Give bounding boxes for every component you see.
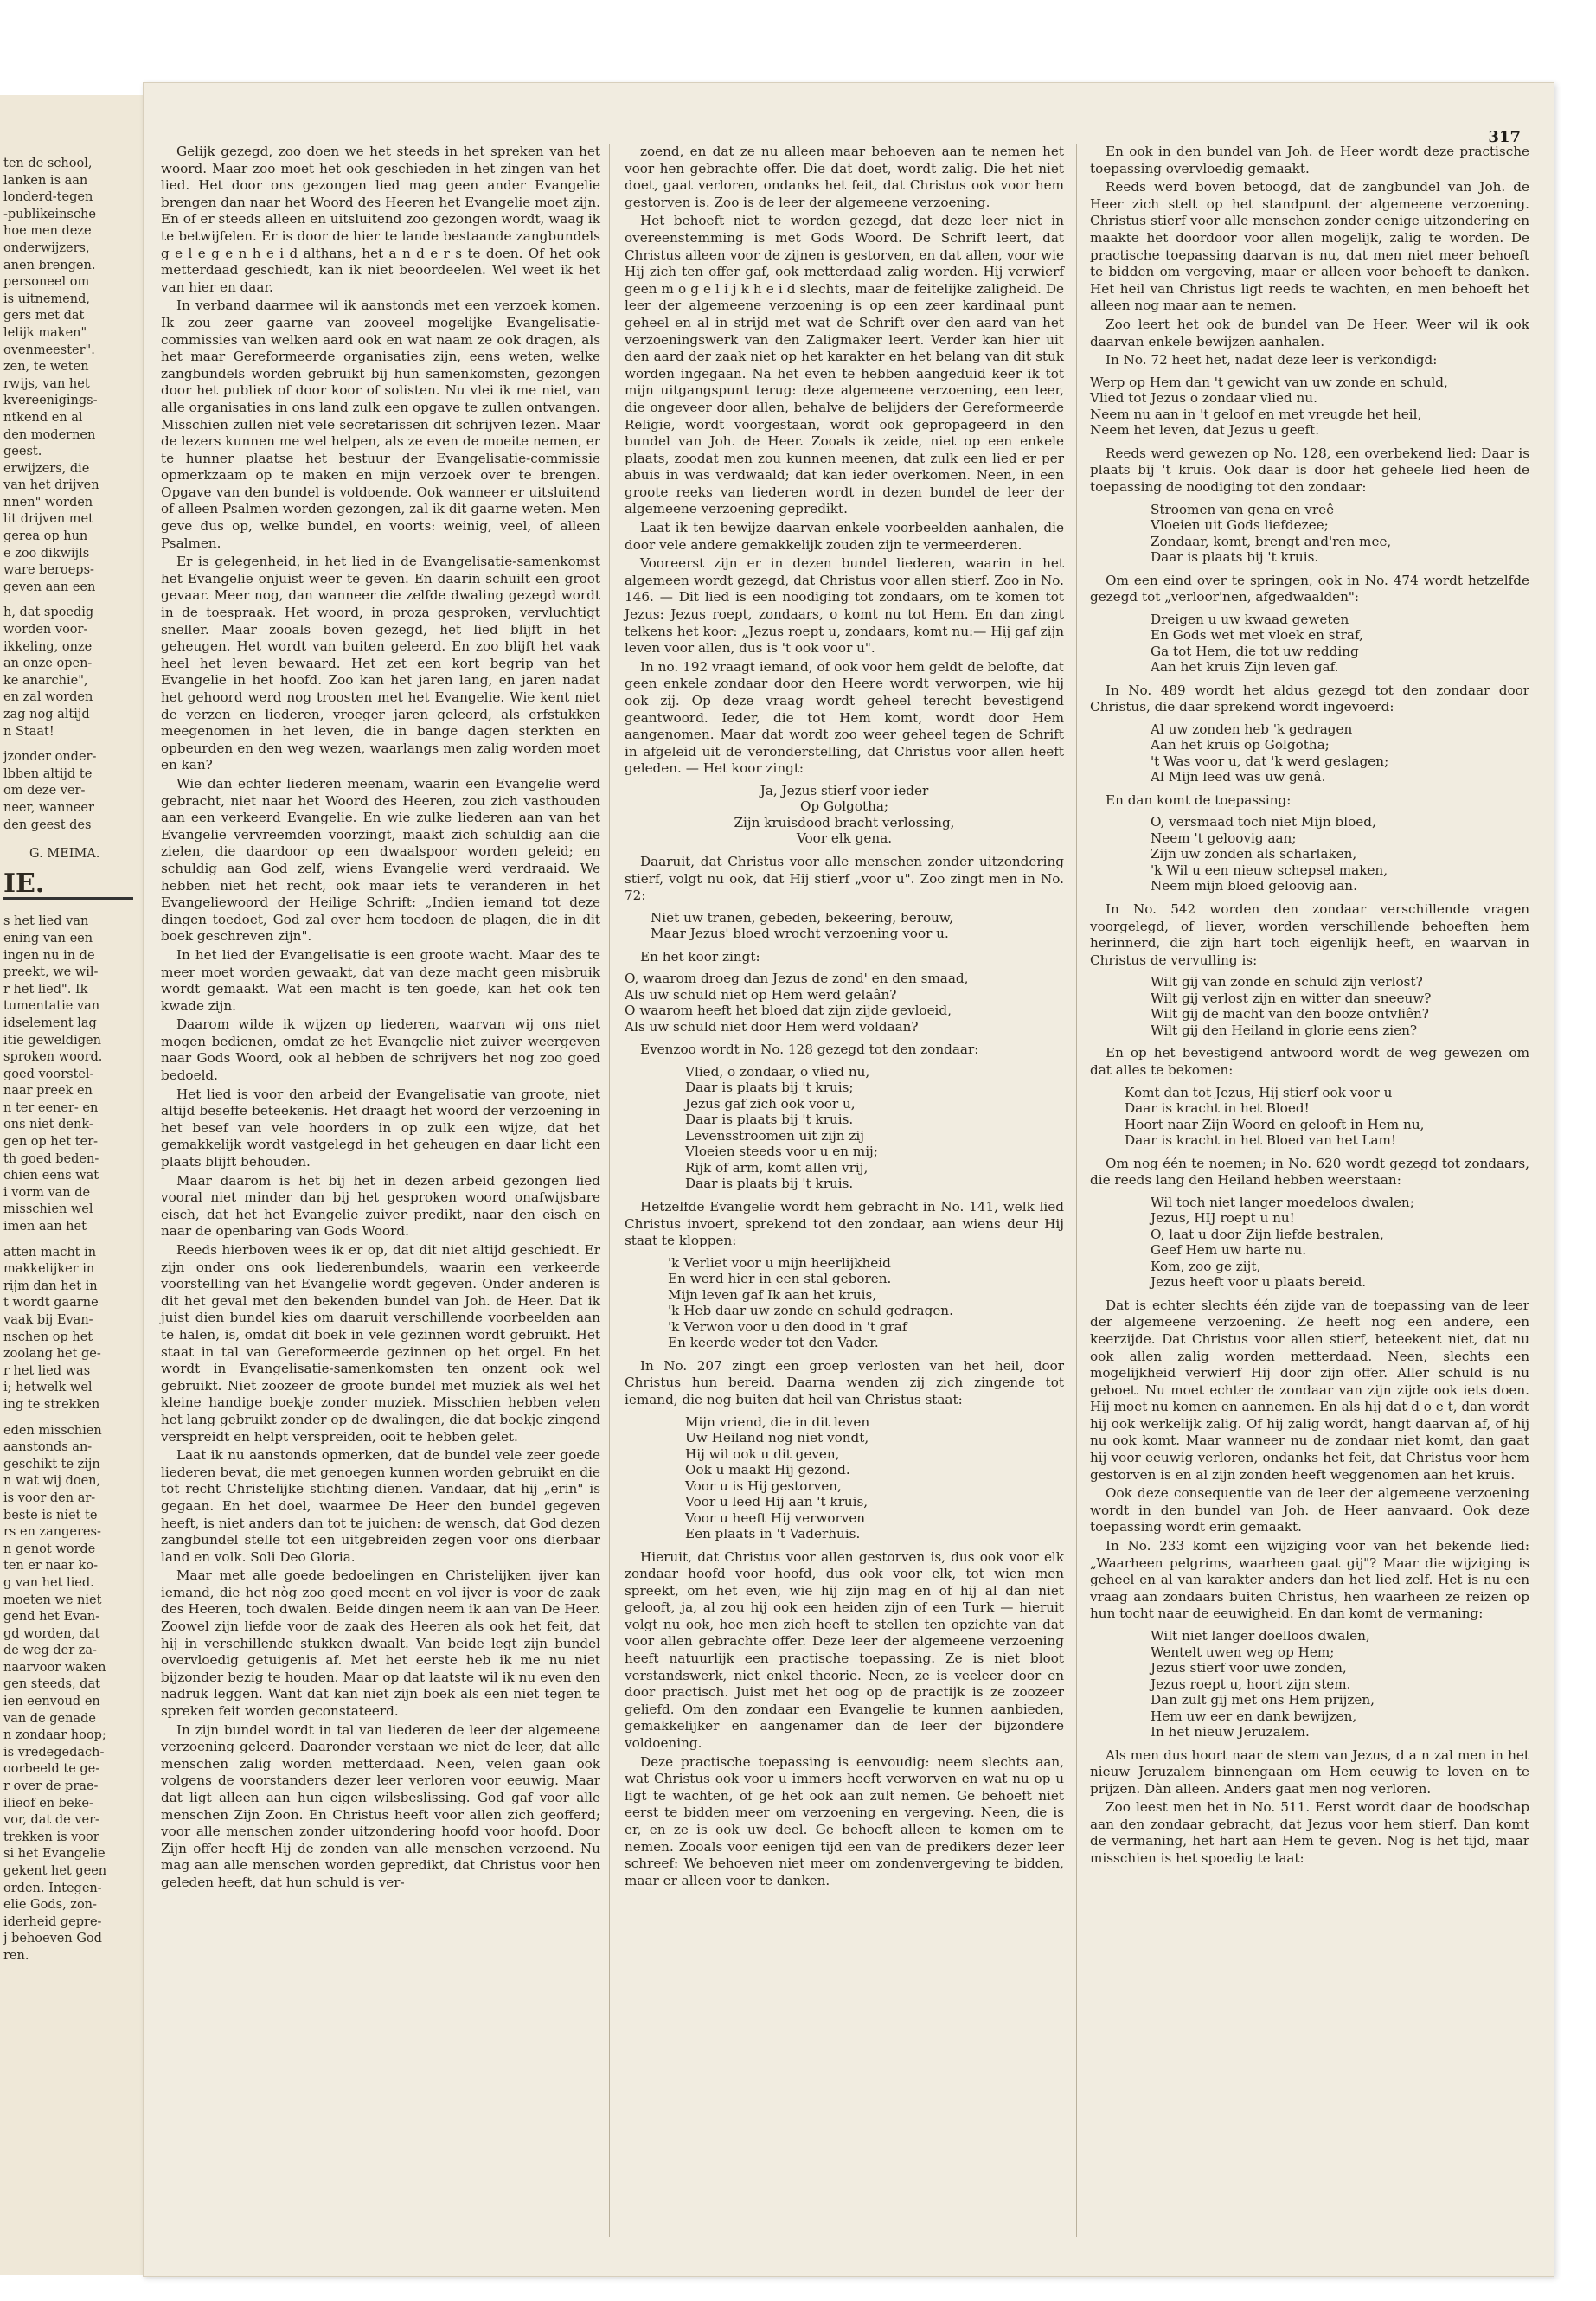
fragment-line: i; hetwelk wel (3, 1381, 93, 1395)
fragment-line: chien eens wat (3, 1169, 99, 1183)
article-column-1 (161, 144, 600, 1894)
fragment-line (3, 1414, 133, 1423)
paragraph: zoend, en dat ze nu alleen maar behoeven aan te nemen het voor hen gebrachte offer. Die dat doet, wordt zalig. Die het niet doet, gaat verloren, ondanks het feit, dat Christus ook voor hem gestorven is. Zoo is de leer der algemeene verzoening. (625, 144, 1064, 210)
fragment-line: ons niet denk- (3, 1118, 93, 1132)
verse-line: Wilt gij den Heiland in glorie eens zien? (1151, 1022, 1418, 1038)
fragment-line: ware beroeps- (3, 563, 94, 578)
verse-line: En Gods wet met vloek en straf, (1151, 627, 1363, 644)
fragment-line: moeten we niet (3, 1593, 102, 1607)
fragment-line: vaak bij Evan- (3, 1313, 93, 1327)
verse-line: Een plaats in 't Vaderhuis. (685, 1526, 861, 1541)
verse-line: Dreigen u uw kwaad geweten (1151, 611, 1349, 627)
paragraph: In No. 233 komt een wijziging voor van het bekende lied: „Waarheen pelgrims, waarheen gaat gij"? Maar die wijziging is geheel en al van karakter anders dan het lied zelf. Het is nu een vraag aan zondaars buiten Christus, hen waarheen ze reizen op hun tocht naar de eeuwigheid. En dan komt de vermaning: (1090, 1538, 1529, 1622)
verse-line: O, laat u door Zijn liefde bestralen, (1151, 1226, 1384, 1242)
verse-line: Voor u is Hij gestorven, (685, 1477, 842, 1494)
hymn-verse (625, 1064, 1064, 1192)
paragraph: Maar met alle goede bedoelingen en Christelijken ijver kan iemand, die het nòg zoo goed meent en vol ijver is voor de zaak des Heeren, toch dwalen. Beide dingen neem ik aan van De Heer. Zoowel zijn liefde voor de zaak des Heeren als ook het feit, dat hij in verschillende stukken dwaalt. Van beide legt zijn bundel overvloedig getuigenis af. Met het eerste heb ik me nu niet bijzonder bezig te houden. Maar op dat laatste wil ik nu even den nadruk leggen. Want dat kan niet zijn boek als een niet tegen te spreken feit worden geconstateerd. (161, 1567, 600, 1720)
hymn-verse (1090, 974, 1529, 1038)
verse-line: 'k Heb daar uw zonde en schuld gedragen. (668, 1303, 953, 1319)
paragraph: Laat ik ten bewijze daarvan enkele voorbeelden aanhalen, die door vele andere gemakkelijk zouden zijn te vermeerderen. (625, 520, 1064, 553)
fragment-line: gd worden, dat (3, 1626, 100, 1641)
verse-line: Voor elk gena. (796, 830, 893, 847)
verse-line: Zijn kruisdood bracht verlossing, (734, 814, 955, 830)
paragraph: Reeds werd gewezen op No. 128, een overbekend lied: Daar is plaats bij 't kruis. Ook daar is door het geheele lied heen de toepassing de noodiging tot den zondaar: (1090, 445, 1529, 495)
verse-line: En keerde weder tot den Vader. (668, 1335, 879, 1351)
fragment-line: r over de prae- (3, 1779, 99, 1794)
verse-line: Vlied, o zondaar, o vlied nu, (685, 1063, 870, 1080)
fragment-line: ke anarchie", (3, 673, 88, 688)
verse-line: Jezus heeft voor u plaats bereid. (1151, 1274, 1367, 1291)
paragraph: In verband daarmee wil ik aanstonds met een verzoek komen. Ik zou zeer gaarne van zooveel mogelijke Evangelisatie-commissies van welken aard ook en wat naam ze ook dragen, als het maar Gereformeerde organisaties zijn, eens weten, welke zangbundels worden gebruikt bij hun samenkomsten, gezongen door het publiek of door koor of solisten. Nu vlei ik me niet, van alle organisaties in ons land zulk een opgave te zullen ontvangen. Misschien zullen niet vele secretarissen dit schrijven lezen. Maar de lezers kunnen me wel helpen, als ze even de moeite nemen, er te hunner plaatse het bestuur der Evangelisatie-commissie opmerkzaam op te maken en mijn verzoek over te brengen. Opgave van den bundel is voldoende. Ook wanneer er uitsluitend of alleen Psalmen worden gezongen, zal ik dit gaarne weten. Men geve dus op, welke bundel, en voorts: weinig, veel, of alleen Psalmen. (161, 298, 600, 551)
fragment-line: orden. Integen- (3, 1881, 102, 1895)
fragment-line: is uitnemend, (3, 292, 90, 306)
fragment-line: idselement lag (3, 1016, 97, 1030)
fragment-line: naar preek en (3, 1084, 93, 1099)
fragment-line: j behoeven God (3, 1932, 102, 1946)
fragment-line: misschien wel (3, 1202, 93, 1217)
paragraph: Om een eind over te springen, ook in No. 474 wordt hetzelfde gezegd tot „verloor'nen, afgedwaalden": (1090, 572, 1529, 606)
fragment-line: ingen nu in de (3, 948, 95, 963)
verse-line: Wilt gij verlost zijn en witter dan sneeuw? (1151, 990, 1432, 1006)
verse-line: Wilt gij de macht van den booze ontvliên? (1151, 1006, 1429, 1022)
paragraph: Laat ik nu aanstonds opmerken, dat de bundel vele zeer goede liederen bevat, die met genoegen kunnen worden gebruikt en die tot recht Christelijke stichting dienen. Vandaar, dat hij „erin" is gegaan. En het doel, waarmee De Heer den bundel gegeven heeft, is niet anders dan tot te juichen: de wensch, dat God dezen zangbundel stelle tot een uitgebreiden zegen voor ons dierbaar land en volk. Soli Deo Gloria. (161, 1447, 600, 1565)
fragment-line: jzonder onder- (3, 750, 97, 765)
fragment-line: gen steeds, dat (3, 1677, 100, 1692)
fragment-line: den geest des (3, 817, 92, 832)
hymn-verse (625, 1255, 1064, 1351)
fragment-line: nnen" worden (3, 495, 93, 510)
verse-line: Neem mijn bloed geloovig aan. (1151, 878, 1357, 894)
paragraph: Vooreerst zijn er in dezen bundel liederen, waarin in het algemeen wordt gezegd, dat Christus voor allen stierf. Zoo in No. 146. — Dit lied is een noodiging tot zondaars, om te komen tot Jezus: Jezus roept, zondaars, o komt nu tot Hem. En dan zingt telkens het koor: „Jezus roept u, zondaars, komt nu:— Hij gaf zijn leven voor allen, dus is 't ook voor u". (625, 555, 1064, 657)
fragment-line: e zoo dikwijls (3, 546, 90, 561)
hymn-verse (1090, 1628, 1529, 1740)
verse-line: Als uw schuld niet op Hem werd gelaân? (625, 986, 897, 1003)
fragment-lines-top (3, 156, 133, 834)
fragment-lines-bottom (3, 913, 133, 1965)
verse-line: Ga tot Hem, die tot uw redding (1151, 643, 1359, 659)
paragraph: Hetzelfde Evangelie wordt hem gebracht in No. 141, welk lied Christus invoert, sprekend tot den zondaar, aan wiens deur Hij staat te kloppen: (625, 1198, 1064, 1249)
fragment-line: g van het lied. (3, 1575, 94, 1590)
fragment-line: aanstonds an- (3, 1440, 93, 1455)
paragraph: En ook in den bundel van Joh. de Heer wordt deze practische toepassing overvloedig gemaakt. (1090, 144, 1529, 176)
fragment-line: sproken woord. (3, 1050, 103, 1065)
verse-line: Wilt niet langer doelloos dwalen, (1151, 1628, 1370, 1644)
fragment-line: n ter eener- en (3, 1100, 99, 1115)
fragment-line: an onze open- (3, 657, 93, 671)
fragment-line: en zal worden (3, 690, 93, 705)
hymn-verse (625, 1414, 1064, 1542)
fragment-line: geschikt te zijn (3, 1457, 100, 1471)
verse-line: Neem 't geloovig aan; (1151, 830, 1297, 846)
verse-line: Kom, zoo ge zijt, (1151, 1258, 1261, 1274)
hymn-verse (625, 783, 1064, 847)
fragment-line: erwijzers, die (3, 461, 90, 476)
previous-page-fragment (0, 95, 144, 2275)
fragment-line: neer, wanneer (3, 800, 94, 815)
paragraph: Daarom wilde ik wijzen op liederen, waarvan wij ons niet mogen bedienen, omdat ze het Evangelie niet zuiver weergeven naar Gods Woord, ook al hebben de schrijvers het nog zoo goed bedoeld. (161, 1016, 600, 1084)
paragraph: In No. 542 worden den zondaar verschillende vragen voorgelegd, of liever, worden verschillende behoeften hem herinnerd, die zijn hart toch eigenlijk heeft, en waarvan in Christus de vervulling is: (1090, 901, 1529, 968)
verse-line: Aan het kruis op Golgotha; (1151, 737, 1330, 753)
fragment-line: gekent het geen (3, 1864, 107, 1878)
paragraph: En op het bevestigend antwoord wordt de weg gewezen om dat alles te bekomen: (1090, 1045, 1529, 1078)
verse-line: Geef Hem uw harte nu. (1151, 1242, 1307, 1259)
fragment-line (3, 740, 133, 749)
fragment-line: ening van een (3, 931, 93, 945)
fragment-line: ntkend en al (3, 410, 83, 425)
paragraph: Dat is echter slechts één zijde van de toepassing van de leer der algemeene verzoening. Ze heeft nog een andere, een keerzijde. Dat Christus voor allen stierf, beteekent niet, dat nu ook allen zalig worden metterdaad. Neen, slechts een mogelijkheid verwierf Hij door zijn offer. Aller schuld is nu geboet. Nu moet echter de zondaar van zijn zijde ook iets doen. Hij moet nu komen en aannemen. En als hij dat d o e t, dan wordt hij ook werkelijk zalig. Of hij zalig wordt, hangt daarvan af, of hij nu ook komt. Maar wanneer nu de zondaar niet komt, dan gaat hij voor eeuwig verloren, ondanks het feit, dat Christus voor hem gestorven is en al zijn zonden heeft weggenomen aan het kruis. (1090, 1297, 1529, 1483)
page-number: 317 (1488, 128, 1521, 146)
fragment-line: is voor den ar- (3, 1490, 96, 1505)
fragment-line: gen op het ter- (3, 1135, 99, 1150)
paragraph: In het lied der Evangelisatie is een groote wacht. Maar des te meer moet worden gewaakt, dat van deze macht geen misbruik wordt gemaakt. Wat een macht is ten goede, kan het ook ten kwade zijn. (161, 946, 600, 1014)
fragment-line: worden voor- (3, 623, 88, 638)
verse-line: Voor u leed Hij aan 't kruis, (685, 1494, 869, 1509)
fragment-line: elie Gods, zon- (3, 1898, 97, 1913)
fragment-line: r het lied". Ik (3, 982, 88, 997)
fragment-line: rijm dan het in (3, 1279, 98, 1293)
verse-line: Zondaar, komt, brengt and'ren mee, (1151, 533, 1392, 549)
fragment-line: tumentatie van (3, 999, 100, 1014)
verse-line: Jezus gaf zich ook voor u, (685, 1095, 856, 1112)
fragment-line: van het drijven (3, 478, 99, 493)
fragment-line: n Staat! (3, 724, 54, 739)
verse-line: Dan zult gij met ons Hem prijzen, (1151, 1692, 1375, 1708)
fragment-line: de weg der za- (3, 1644, 97, 1658)
paragraph: Hieruit, dat Christus voor allen gestorven is, dus ook voor elk zondaar hoofd voor hoofd, dus ook voor elk, tot wien men spreekt, om het even, wie hij zijn mag en of hij al dan niet gelooft, ja, al zou hij ook een heiden zijn of een Turk — hieruit volgt nu ook, hoe men zich heeft te stellen ten opzichte van dat voor allen gebrachte offer. Deze leer der algemeene verzoening heeft natuurlijk een practische toepassing. Ze is niet bloot verstandswerk, niet enkel theorie. Neen, ze is veeleer door en door practisch. Juist met het oog op de practijk is ze zoozeer geliefd. Om den zondaar een Evangelie te kunnen aanbieden, gemakkelijker en aangenamer dan de leer der bijzondere voldoening. (625, 1548, 1064, 1752)
fragment-line: goed voorstel- (3, 1067, 94, 1081)
verse-line: Vloeien uit Gods liefdezee; (1151, 517, 1329, 533)
verse-line: Uw Heiland nog niet vondt, (685, 1430, 869, 1445)
hymn-verse (1090, 721, 1529, 785)
verse-line: Mijn leven gaf Ik aan het kruis, (668, 1286, 877, 1303)
fragment-line: hoe men deze (3, 224, 92, 239)
fragment-line: iderheid gepre- (3, 1914, 102, 1929)
column-rule (609, 144, 610, 2237)
fragment-line: den modernen (3, 427, 96, 442)
fragment-line: th goed beden- (3, 1151, 99, 1166)
verse-line: Aan het kruis Zijn leven gaf. (1151, 659, 1339, 676)
hymn-verse (1090, 814, 1529, 894)
verse-line: Ook u maakt Hij gezond. (685, 1462, 850, 1477)
fragment-line: gerea op hun (3, 529, 88, 544)
paragraph: In No. 72 heet het, nadat deze leer is verkondigd: (1106, 352, 1438, 369)
verse-line: Zijn uw zonden als scharlaken, (1151, 846, 1357, 862)
fragment-line: i vorm van de (3, 1185, 91, 1200)
hymn-verse (1090, 502, 1529, 566)
verse-line: Vlied tot Jezus o zondaar vlied nu. (1090, 390, 1317, 407)
fragment-line: ilieof en beke- (3, 1796, 93, 1811)
article-column-2 (625, 144, 1064, 1891)
verse-line: In het nieuw Jeruzalem. (1151, 1724, 1310, 1740)
fragment-line: ten de school, (3, 157, 93, 170)
verse-line: Ja, Jezus stierf voor ieder (760, 782, 929, 798)
verse-line: O waarom heeft het bloed dat zijn zijde gevloeid, (625, 1003, 952, 1019)
previous-page-text-column (3, 156, 133, 1965)
verse-line: Al Mijn leed was uw genâ. (1151, 769, 1326, 785)
paragraph: Ook deze consequentie van de leer der algemeene verzoening wordt in den bundel van Joh. de Heer aanvaard. Ook deze toepassing wordt erin gemaakt. (1090, 1485, 1529, 1535)
fragment-line: londerd-tegen (3, 190, 93, 205)
fragment-line: geest. (3, 445, 42, 459)
verse-line: Niet uw tranen, gebeden, bekeering, berouw, (651, 909, 953, 926)
fragment-line: vor, dat de ver- (3, 1813, 99, 1828)
fragment-line: ovenmeester". (3, 343, 95, 357)
fragment-line: om deze ver- (3, 784, 86, 798)
verse-line: Daar is plaats bij 't kruis. (685, 1176, 854, 1192)
paragraph: Zoo leert het ook de bundel van De Heer. Weer wil ik ook daarvan enkele bewijzen aanhalen. (1090, 316, 1529, 349)
paragraph: In No. 489 wordt het aldus gezegd tot den zondaar door Christus, die daar sprekend wordt ingevoerd: (1090, 682, 1529, 715)
verse-line: Als uw schuld niet door Hem werd voldaan? (625, 1018, 919, 1035)
paragraph: Het lied is voor den arbeid der Evangelisatie van groote, niet altijd beseffe beteekenis. Het draagt het woord der verzoening in het besef van vele hoorders in op zulk een wijze, dat het gemakkelijk wordt vastgelegd in het geheugen en daar licht een plaats blijft behouden. (161, 1086, 600, 1170)
paragraph: Het behoeft niet te worden gezegd, dat deze leer niet in overeenstemming is met Gods Woord. De Schrift leert, dat Christus alleen voor de zijnen is gestorven, en dat allen, voor wie Hij zich ten offer gaf, ook metterdaad zalig worden. Hij verwierf geen m o g e l i j k h e i d slechts, maar de feitelijke zaligheid. De leer der algemeene verzoening is op een zeer kardinaal punt geheel en al in strijd met wat de Schrift over den aard van het verzoeningswerk van den Zaligmaker leert. Verder kan hier uit den aard der zaak niet op het karakter en het belang van dit stuk worden ingegaan. Na het even te hebben aangeduid keer ik tot mijn uitgangspunt terug: deze algemeene verzoening, een leer, die ongeveer door allen, behalve de belijders der Gereformeerde Religie, wordt voorgestaan, wordt ook gepropageerd in den bundel van Joh. de Heer. Zooals ik zeide, niet op een enkele plaats, zoodat men zou kunnen meenen, dat zulk een lied er per abuis in was verdwaald; dat kan ieder overkomen. Neen, in een groote reeks van liederen wordt in dezen bundel de leer der algemeene verzoening gepredikt. (625, 213, 1064, 517)
verse-line: Daar is kracht in het Bloed! (1125, 1100, 1310, 1117)
hymn-verse (1090, 612, 1529, 676)
fragment-line: rwijs, van het (3, 376, 90, 391)
paragraph: Wie dan echter liederen meenam, waarin een Evangelie werd gebracht, niet naar het Woord des Heeren, zou zich vasthouden aan een verkeerd Evangelie. En wie zulke liederen aan van het Evangelie vervreemden voorzingt, maakt zich schuldig aan die zielen, die daardoor op een dwaalspoor worden geleid; en schuldig aan God zelf, wiens Evangelie werd verdraaid. We hebben niet het recht, ook maar iets te veranderen in het Evangeliewoord der Heilige Schrift: „Indien iemand tot deze dingen toedoet, God zal over hem toedoen de plagen, die in dit boek geschreven zijn". (161, 775, 600, 945)
verse-line: Op Golgotha; (799, 798, 889, 815)
verse-line: 'k Verliet voor u mijn heerlijkheid (668, 1254, 891, 1271)
paragraph: Evenzoo wordt in No. 128 gezegd tot den zondaar: (640, 1042, 979, 1058)
paragraph: Om nog één te noemen; in No. 620 wordt gezegd tot zondaars, die reeds lang den Heiland hebben weerstaan: (1090, 1155, 1529, 1189)
section-heading-fragment: IE. (3, 875, 133, 901)
verse-line: Jezus, HIJ roept u nu! (1151, 1210, 1295, 1227)
verse-line: Rijk of arm, komt allen vrij, (685, 1159, 869, 1176)
fragment-line: h, dat spoedig (3, 606, 94, 620)
fragment-line: van de genade (3, 1711, 96, 1726)
fragment-line: preekt, we wil- (3, 965, 99, 980)
verse-line: Wil toch niet langer moedeloos dwalen; (1151, 1194, 1414, 1210)
fragment-line: zen, te weten (3, 360, 89, 375)
paragraph: Als men dus hoort naar de stem van Jezus, d a n zal men in het nieuw Jeruzalem binnengaan om Hem eeuwig te loven en te prijzen. Dàn alleen. Anders gaat men nog verloren. (1090, 1747, 1529, 1797)
fragment-line: t wordt gaarne (3, 1296, 99, 1311)
verse-line: 't Was voor u, dat 'k werd geslagen; (1151, 753, 1389, 769)
verse-line: Jezus roept u, hoort zijn stem. (1151, 1676, 1351, 1692)
paragraph: In no. 192 vraagt iemand, of ook voor hem geldt de belofte, dat geen enkele zondaar door den Heere wordt verworpen, wie hij ook zij. Op deze vraag wordt geheel terecht bevestigend geantwoord. Ieder, die tot Hem komt, wordt door Hem aangenomen. Maar dat wordt zoo weer geheel tegen de Schrift in afgeleid uit de veronderstelling, dat Christus voor allen heeft geleden. — Het koor zingt: (625, 658, 1064, 777)
verse-line: Mijn vriend, die in dit leven (685, 1413, 870, 1430)
verse-line: Maar Jezus' bloed wrocht verzoening voor u. (651, 926, 949, 942)
verse-line: Werp op Hem dan 't gewicht van uw zonde en schuld, (1090, 374, 1448, 390)
fragment-line: trekken is voor (3, 1830, 99, 1844)
newspaper-page (143, 82, 1554, 2277)
article-column-3 (1090, 144, 1529, 1869)
fragment-line: r het lied was (3, 1363, 91, 1378)
paragraph: Maar daarom is het bij het in dezen arbeid gezongen lied vooral niet minder dan bij het gesproken woord onafwijsbare eisch, dat het het Evangelie zuiver predikt, naar den eisch en naar de openbaring van Gods Woord. (161, 1172, 600, 1240)
verse-line: Daar is plaats bij 't kruis; (685, 1080, 854, 1096)
fragment-line: n genot worde (3, 1541, 96, 1556)
paragraph: Zoo leest men het in No. 511. Eerst wordt daar de boodschap aan den zondaar gebracht, dat Jezus voor hem stierf. Dan komt de vermaning, het hart aan Hem te geven. Nog is het tijd, maar misschien is het spoedig te laat: (1090, 1799, 1529, 1867)
fragment-line: kvereenigings- (3, 394, 98, 408)
hymn-verse (1090, 375, 1529, 439)
verse-line: En werd hier in een stal geboren. (668, 1271, 892, 1287)
verse-line: Hij wil ook u dit geven, (685, 1445, 840, 1462)
fragment-line: atten macht in (3, 1245, 97, 1259)
fragment-line: s het lied van (3, 914, 89, 929)
fragment-line: -publikeinsche (3, 207, 96, 221)
paragraph: In No. 207 zingt een groep verlosten van het heil, door Christus hun bereid. Daarna wenden zij zich zingende tot iemand, die nog buiten dat heil van Christus staat: (625, 1357, 1064, 1407)
verse-line: Wentelt uwen weg op Hem; (1151, 1644, 1335, 1660)
fragment-line: itie geweldigen (3, 1033, 101, 1048)
fragment-line: si het Evangelie (3, 1847, 106, 1862)
hymn-verse (1090, 1085, 1529, 1149)
paragraph: Daaruit, dat Christus voor alle menschen zonder uitzondering stierf, volgt nu ook, dat Hij stierf „voor u". Zoo zingt men in No. 72: (625, 853, 1064, 904)
fragment-line: lbben altijd te (3, 766, 93, 781)
paragraph: Er is gelegenheid, in het lied in de Evangelisatie-samenkomst het Evangelie onjuist weer te geven. En daarin schuilt een groot gevaar. Meer nog, dan wanneer die zelfde dwaling gezegd wordt in de toespraak. Het woord, in proza gesproken, vervluchtigt sneller. Maar zooals boven gezegd, het lied blijft in het geheugen. Het wordt van buiten geleerd. En zoo blijft het vaak heel het leven bewaard. Het zet een kort begrip van het Evangelie in het hoofd. Zoo kan het jaren lang, en jaren nadat het gehoord werd nog troosten met het Evangelie. Wie kent niet de verzen en liederen, vroeger jaren geleerd, als erfstukken meegenomen in het leven, die in bange dagen sterkten en opbeurden en den weg wezen, waarlangs men zalig worden moet en kan? (161, 554, 600, 773)
verse-line: Hem uw eer en dank bewijzen, (1151, 1708, 1357, 1724)
verse-line: O, versmaad toch niet Mijn bloed, (1151, 814, 1376, 830)
fragment-line: ing te strekken (3, 1397, 100, 1412)
column-rule (1076, 144, 1077, 2237)
fragment-line: lelijk maken" (3, 325, 87, 340)
paragraph: Reeds hierboven wees ik er op, dat dit niet altijd geschiedt. Er zijn onder ons ook liederenbundels, waarin een verkeerde voorstelling van het Evangelie wordt gegeven. Onder anderen is dit het geval met den bekenden bundel van Joh. de Heer. Dat ik juist dien bundel kies om daaruit verschillende voorbeelden aan te halen, is, omdat dit boek in vele gezinnen wordt gebruikt. Het staat in tal van Gereformeerde gezinnen op het orgel. En het wordt in Evangelisatie-samenkomsten ten onzent ook wel gebruikt. Niet zoozeer de groote bundel met muziek als wel het kleine handige boekje zonder muziek. Misschien hebben velen het lang gebruikt zonder op de dwalingen, die dat boekje zingend verspreidt en helpt verspreiden, ooit te hebben gelet. (161, 1242, 600, 1445)
article-signature: G. MEIMA. (29, 847, 100, 862)
fragment-line: n wat wij doen, (3, 1474, 101, 1489)
fragment-line: nschen op het (3, 1330, 93, 1344)
fragment-line: geven aan een (3, 580, 96, 594)
verse-line: 'k Verwon voor u den dood in 't graf (668, 1318, 907, 1335)
verse-line: Neem het leven, dat Jezus u geeft. (1090, 422, 1320, 439)
fragment-line: ikkeling, onze (3, 639, 93, 654)
verse-line: Voor u heeft Hij verworven (685, 1509, 866, 1526)
paragraph: In zijn bundel wordt in tal van liederen de leer der algemeene verzoening geleerd. Daaronder verstaan we niet de leer, dat alle menschen zalig worden metterdaad. Neen, velen gaan ook volgens de voorstanders dezer leer verloren voor eeuwig. Maar dat ligt alleen aan hun eigen wilsbeslissing. God gaf voor alle menschen Zijn Zoon. En Christus heeft voor allen zich geofferd; voor alle menschen zonder uitzondering hoofd voor hoofd. Door Zijn offer heeft Hij de zonden van alle menschen verzoend. Nu mag aan alle menschen worden gepredikt, dat Christus voor hen geleden heeft, dat hun schuld is ver- (161, 1721, 600, 1890)
fragment-line: eden misschien (3, 1423, 102, 1438)
fragment-line: gend het Evan- (3, 1610, 100, 1625)
paragraph: Deze practische toepassing is eenvoudig: neem slechts aan, wat Christus ook voor u immers heeft verworven en wat nu op u ligt te wachten, of ge het ook aan zult nemen. Ge behoeft niet eerst te bidden meer om verzoening en vergeving. Neen, die is er, en ze is ook uw deel. Ge behoeft alleen te komen om te nemen. Zooals voor eenigen tijd een van de predikers dezer leer schreef: We behoeven niet meer om zondenvergeving te bidden, maar er alleen voor te danken. (625, 1753, 1064, 1888)
fragment-line: anen brengen. (3, 258, 96, 272)
fragment-line: beste is niet te (3, 1508, 98, 1522)
verse-line: Vloeien steeds voor u en mij; (685, 1144, 878, 1160)
fragment-line: naarvoor waken (3, 1660, 106, 1675)
verse-line: Hoort naar Zijn Woord en gelooft in Hem nu, (1125, 1116, 1425, 1132)
verse-line: Wilt gij van zonde en schuld zijn verlost? (1151, 974, 1423, 990)
verse-line: Daar is plaats bij 't kruis. (1151, 549, 1319, 565)
verse-line: Jezus stierf voor uwe zonden, (1151, 1660, 1347, 1676)
fragment-line: oorbeeld te ge- (3, 1762, 100, 1777)
fragment-line: onderwijzers, (3, 240, 90, 255)
verse-line: Komt dan tot Jezus, Hij stierf ook voor u (1125, 1084, 1393, 1100)
fragment-line: rs en zangeres- (3, 1525, 101, 1540)
paragraph: En het koor zingt: (640, 948, 760, 965)
paragraph: Reeds werd boven betoogd, dat de zangbundel van Joh. de Heer zich stelt op het standpunt der algemeene verzoening. Christus stierf voor alle menschen zonder eenige uitzondering en maakte het doordoor voor allen mogelijk, zalig te worden. De practische toepassing daarvan is nu, dat men niet meer behoeft te bidden om vergeving, maar er alleen voor behoeft te danken. Het heil van Christus ligt reeds te wachten, en men behoeft het alleen nog maar aan te nemen. (1090, 179, 1529, 314)
verse-line: Levensstroomen uit zijn zij (685, 1127, 864, 1144)
verse-line: 'k Wil u een nieuw schepsel maken, (1151, 862, 1388, 878)
verse-line: Daar is plaats bij 't kruis. (685, 1112, 854, 1128)
fragment-line: lanken is aan (3, 173, 88, 188)
hymn-verse (625, 910, 1064, 942)
fragment-line: makkelijker in (3, 1262, 95, 1277)
verse-line: Stroomen van gena en vreê (1151, 501, 1335, 517)
verse-line: Neem nu aan in 't geloof en met vreugde het heil, (1090, 406, 1422, 422)
fragment-line: zoolang het ge- (3, 1347, 101, 1362)
fragment-line (3, 596, 133, 605)
hymn-verse (1090, 1195, 1529, 1291)
verse-line: Daar is kracht in het Bloed van het Lam! (1125, 1132, 1397, 1149)
fragment-line: personeel om (3, 275, 90, 290)
fragment-line: lit drijven met (3, 512, 93, 527)
fragment-line: ten er naar ko- (3, 1559, 99, 1574)
fragment-line: ien eenvoud en (3, 1695, 100, 1709)
verse-line: O, waarom droeg dan Jezus de zond' en den smaad, (625, 971, 969, 987)
fragment-line: ren. (3, 1948, 29, 1963)
hymn-verse (625, 971, 1064, 1035)
fragment-line: zag nog altijd (3, 708, 90, 721)
fragment-line: gers met dat (3, 309, 85, 324)
paragraph: Gelijk gezegd, zoo doen we het steeds in het spreken van het woord. Maar zoo moet het ook geschieden in het zingen van het lied. Het door ons gezongen lied mag geen ander Evangelie brengen dan naar het Woord des Heeren het Evangelie moet zijn. En of er steeds alleen en uitsluitend zoo gezongen wordt, waag ik te betwijfelen. Er is door de hier te lande bestaande zangbundels g e l e g e n h e i d althans, het a n d e r s te doen. Of het ook metterdaad geschiedt, kan ik niet beoordeelen. Wel weet ik het van hier en daar. (161, 144, 600, 295)
fragment-line: n zondaar hoop; (3, 1728, 106, 1743)
fragment-line: imen aan het (3, 1220, 87, 1234)
fragment-line: is vredegedach- (3, 1745, 105, 1759)
paragraph: En dan komt de toepassing: (1106, 792, 1292, 808)
fragment-line (3, 1236, 133, 1245)
verse-line: Al uw zonden heb 'k gedragen (1151, 721, 1353, 737)
